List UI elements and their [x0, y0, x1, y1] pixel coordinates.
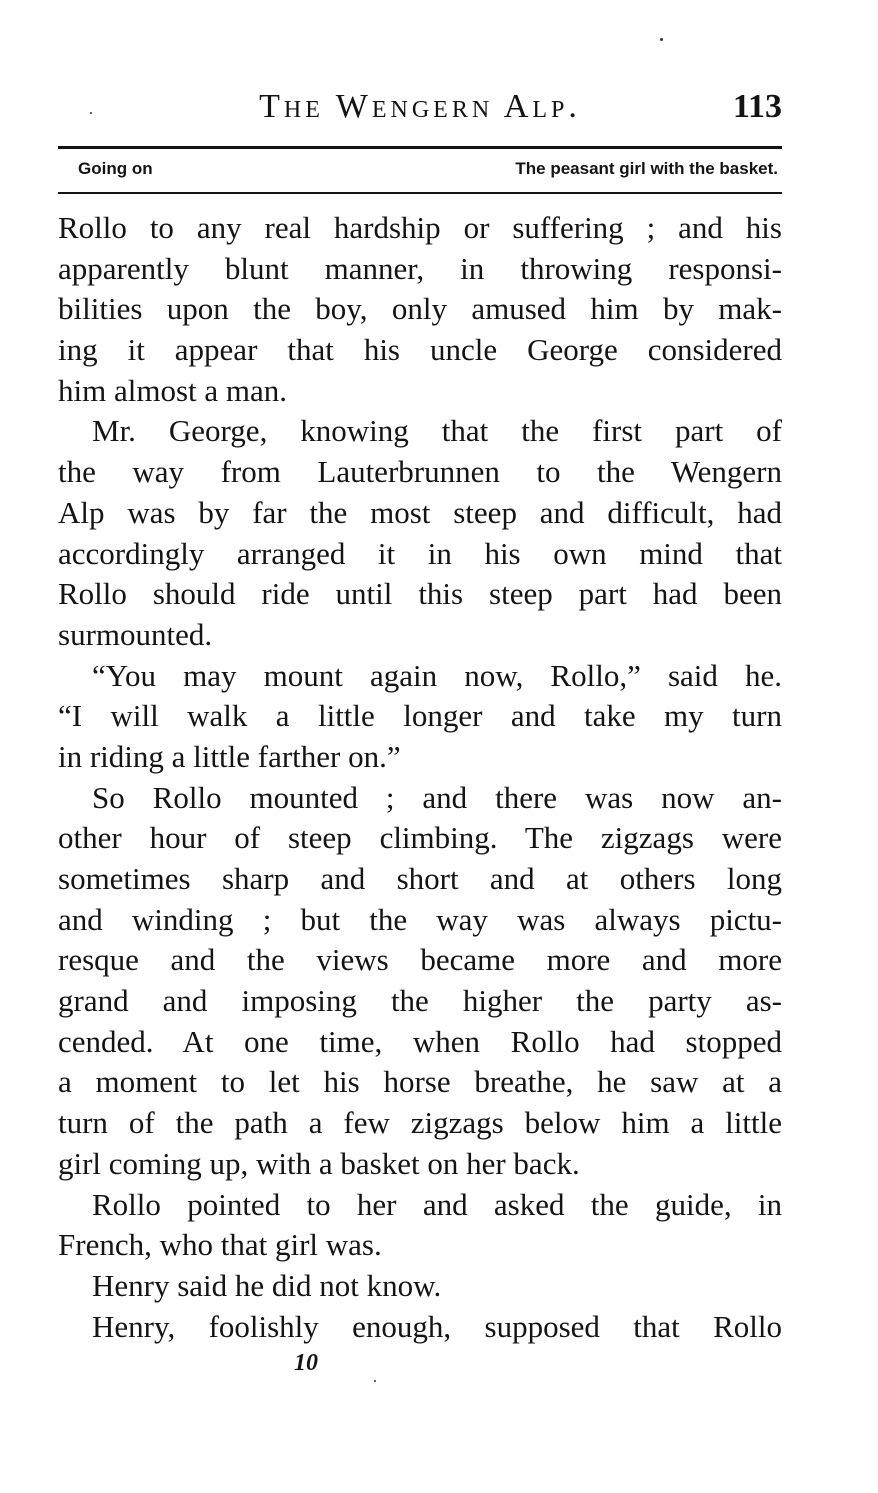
text-line: in riding a little farther on.” — [58, 738, 401, 774]
text-line: the way from Lauterbrunnen to the Wengern — [58, 454, 782, 490]
text-line: French, who that girl was. — [58, 1227, 382, 1263]
text-line: Henry, foolishly enough, supposed that Rollo — [92, 1308, 782, 1344]
print-speck — [660, 38, 663, 41]
print-speck — [374, 1380, 376, 1382]
text-line: Henry said he did not know. — [92, 1267, 442, 1303]
text-line: Alp was by far the most steep and difficult, had — [58, 494, 782, 530]
text-line: resque and the views became more and more — [58, 942, 782, 978]
page-number: 113 — [732, 88, 782, 125]
body-text — [58, 208, 782, 1347]
text-line: ing it appear that his uncle George considered — [58, 332, 782, 368]
text-line: Rollo pointed to her and asked the guide, in — [92, 1186, 782, 1222]
text-line: Mr. George, knowing that the first part of — [92, 413, 782, 449]
text-line: So Rollo mounted ; and there was now an- — [92, 779, 782, 815]
text-line: turn of the path a few zigzags below him a little — [58, 1105, 782, 1141]
text-line: grand and imposing the higher the party as- — [58, 983, 782, 1019]
text-line: Rollo to any real hardship or suffering ; and his — [58, 210, 782, 245]
page-header — [58, 88, 782, 134]
running-title: The Wengern Alp. — [259, 88, 581, 125]
text-line: him almost a man. — [58, 372, 288, 408]
text-line: apparently blunt manner, in throwing responsi- — [58, 250, 782, 286]
text-line: “I will walk a little longer and take my turn — [58, 698, 782, 734]
header-rule-bottom — [58, 192, 782, 194]
text-line: girl coming up, with a basket on her back. — [58, 1145, 580, 1181]
print-speck — [90, 112, 92, 114]
text-line: a moment to let his horse breathe, he saw at a — [58, 1064, 782, 1100]
text-line: surmounted. — [58, 616, 213, 652]
text-line: cended. At one time, when Rollo had stopped — [58, 1023, 782, 1059]
text-line: sometimes sharp and short and at others long — [58, 861, 782, 896]
text-line: and winding ; but the way was always pictu- — [58, 901, 782, 937]
signature-mark: 10 — [294, 1350, 318, 1376]
text-line: “You may mount again now, Rollo,” said he. — [92, 657, 782, 693]
marginal-subheading — [78, 159, 778, 183]
subheading-right: The peasant girl with the basket. — [515, 159, 778, 178]
text-line: bilities upon the boy, only amused him by mak- — [58, 291, 782, 327]
subheading-left: Going on — [78, 159, 153, 178]
header-rule-top — [58, 146, 782, 149]
text-line: other hour of steep climbing. The zigzags were — [58, 820, 782, 856]
text-line: Rollo should ride until this steep part had been — [58, 576, 782, 612]
text-line: accordingly arranged it in his own mind that — [58, 535, 782, 571]
